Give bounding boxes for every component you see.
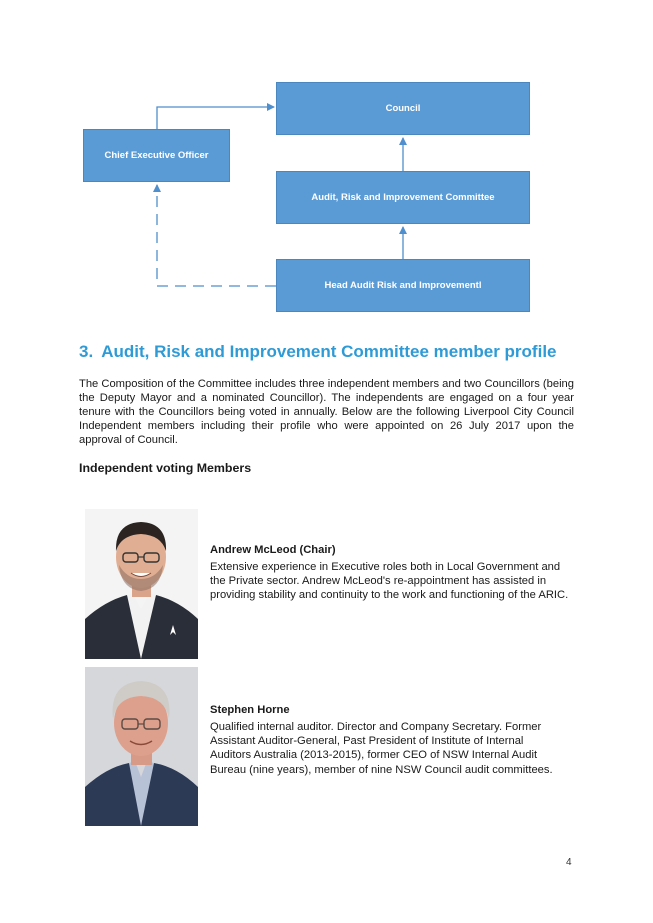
member-bio-1: Extensive experience in Executive roles both in Local Government and the Private sector. Andrew McLeod's re-appointment has assisted in providing stability and continuity to the work and functioning of the ARIC. [210, 561, 569, 602]
aric-label: Audit, Risk and Improvement Committee [311, 192, 495, 203]
ceo-to-council-arrow [157, 107, 274, 129]
portrait-2-graphic [85, 667, 198, 826]
council-box [276, 82, 530, 135]
head-audit-box [276, 259, 530, 312]
section-title: Audit, Risk and Improvement Committee member profile [101, 342, 557, 361]
ceo-label: Chief Executive Officer [104, 150, 209, 161]
member-name-1: Andrew McLeod (Chair) [210, 544, 336, 556]
portrait-1-graphic [85, 509, 198, 659]
intro-paragraph: The Composition of the Committee includes three independent members and two Councillors (being the Deputy Mayor and a nominated Councillor). The independents are engaged on a four year tenure with the Councillors being voted in annually. Below are the following Liverpool City Council Independent members including their profile who were appointed on 26 July 2017 upon the approval of Council. [79, 378, 574, 446]
section-number: 3. [79, 342, 94, 361]
head-to-ceo-dashed-arrow [157, 185, 276, 286]
council-label: Council [385, 103, 421, 114]
aric-box [276, 171, 530, 224]
page-number: 4 [566, 857, 572, 868]
members-subheading: Independent voting Members [79, 461, 252, 475]
member-name-2: Stephen Horne [210, 704, 290, 716]
member-photo-andrew-mcleod [85, 509, 198, 659]
member-bio-2: Qualified internal auditor. Director and Company Secretary. Former Assistant Auditor-General, Past President of Institute of Internal Auditors Australia (2013-2015), former CEO of NSW Internal Audit Bureau (nine years), member of nine NSW Council audit committees. [210, 721, 553, 776]
head-audit-label: Head Audit Risk and Improvementl [324, 280, 482, 291]
ceo-box [83, 129, 230, 182]
member-photo-stephen-horne [85, 667, 198, 826]
section-heading [79, 342, 557, 362]
